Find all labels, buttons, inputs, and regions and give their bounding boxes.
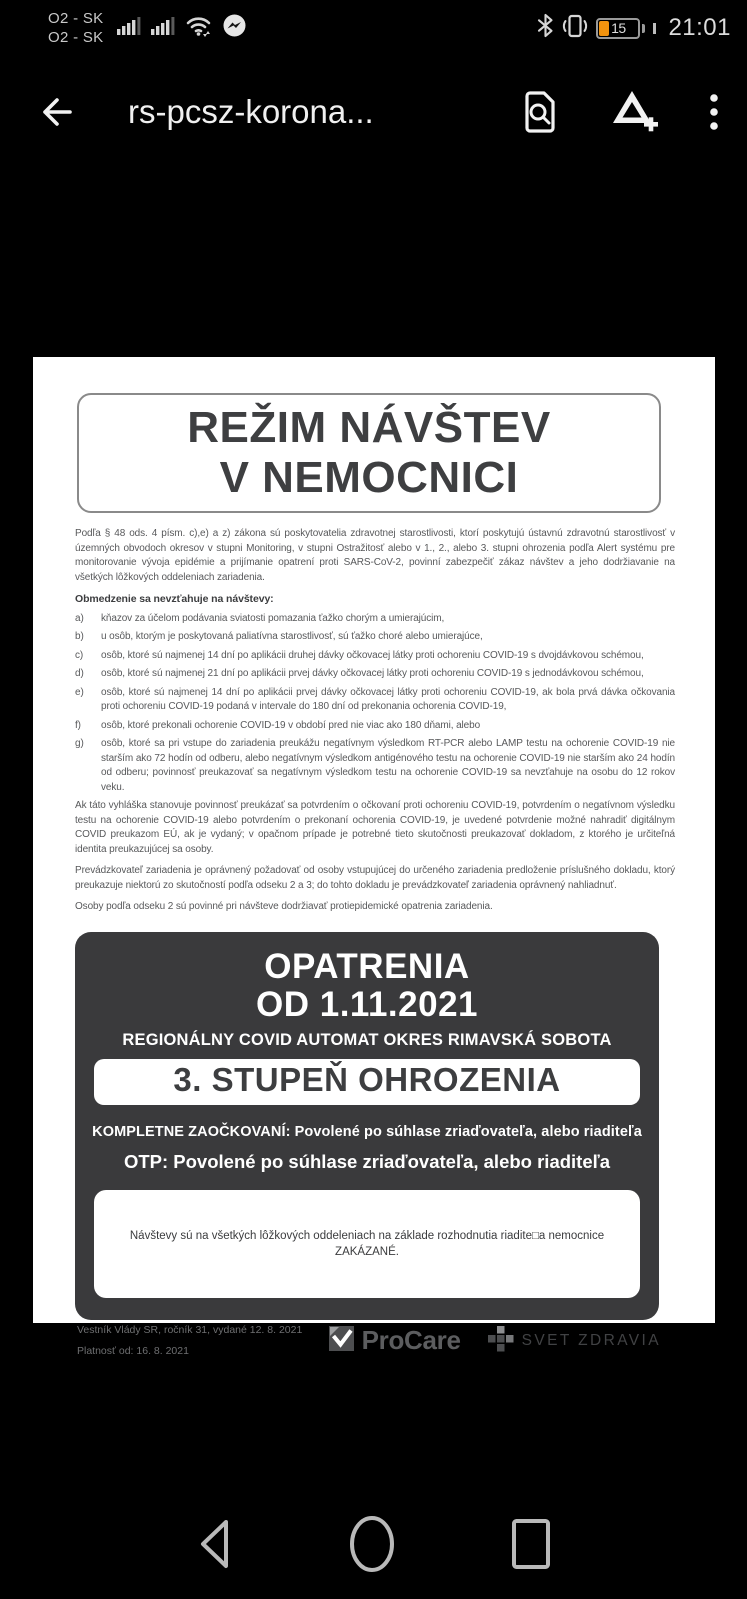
svet-zdravia-logo-text: SVET ZDRAVIA <box>521 1331 661 1349</box>
notice-text-line1: Návštevy sú na všetkých lôžkových oddeleniach na základe rozhodnutia riadite□a nemocnice <box>129 1229 605 1242</box>
procare-logo-text: ProCare <box>361 1325 461 1355</box>
pdf-page[interactable] <box>33 357 715 1357</box>
nav-recents-button[interactable] <box>509 1517 553 1571</box>
measures-panel <box>75 932 659 1320</box>
battery-percent: 15 <box>611 20 626 36</box>
nav-home-button[interactable] <box>347 1513 397 1575</box>
overflow-menu-button[interactable] <box>709 93 719 131</box>
otp-rule: OTP: Povolené po súhlase zriaďovateľa, alebo riaditeľa <box>123 1150 611 1172</box>
threat-level-banner: 3. STUPEŇ OHROZENIA <box>94 1059 640 1105</box>
paragraph-replacement: Ak táto vyhláška stanovuje povinnosť preukázať sa potvrdením o očkovaní proti ochoreniu COVID-19, potvrdením o negatívnom výsledku testu na ochorenie COVID-19 alebo potvrdením o prekonaní ochorenia COVID-19, je uvedené potvrdenie možné nahradiť digitálnym COVID preukazom EÚ, ak je vydaný; v opačnom prípade je potrebné tieto skutočnosti preukazovať dokladom, z ktorého je určiteľná identita preukazujúcej sa osoby. <box>75 800 675 855</box>
nav-back-button[interactable] <box>195 1517 235 1571</box>
list-item-g: g) osôb, ktoré sa pri vstupe do zariadenia preukážu negatívnym výsledkom RT-PCR alebo LAMP testu na ochorenie COVID-19 nie starším ako 72 hodín od odberu, alebo negatívnym výsledkom antigénového testu na ochorenie COVID-19 nie starším ako 24 hodín od odberu; povinnosť preukazovať sa negatívnym výsledkom testu na ochorenie COVID-19 sa nevzťahuje na osobu do 12 rokov veku. <box>75 738 675 793</box>
carrier-labels <box>48 9 103 47</box>
list-item-e: e) osôb, ktoré sú najmenej 14 dní po aplikácii prvej dávky očkovacej látky proti ochoreniu COVID-19, ak bola prvá dávka očkovania proti ochoreniu COVID-19 podaná v intervale do 180 dní od prekonania ochorenia COVID-19, <box>75 686 675 712</box>
procare-logo-icon <box>329 1326 354 1356</box>
footer-source-line: Vestník Vlády SR, ročník 31, vydané 12. 8. 2021 <box>77 1323 303 1336</box>
visit-ban-notice <box>94 1190 640 1298</box>
document-heading-box <box>77 393 661 513</box>
list-item-f: f) osôb, ktoré prekonali ochorenie COVID-19 v období pred nie viac ako 180 dňami, alebo <box>75 719 481 731</box>
measures-title-line2: OD 1.11.2021 <box>256 984 478 1024</box>
svet-zdravia-logo-icon <box>487 1325 514 1357</box>
notice-text-line2: ZAKÁZANÉ. <box>335 1245 399 1258</box>
footer-validity-line: Platnosť od: 16. 8. 2021 <box>77 1344 189 1357</box>
document-footer <box>75 1320 675 1366</box>
carrier-sim2: O2 - SK <box>48 29 104 46</box>
find-in-document-button[interactable] <box>519 89 561 135</box>
paragraph-operator: Prevádzkovateľ zariadenia je oprávnený požadovať od osoby vstupujúcej do určeného zariadenia predloženie príslušného dokladu, ktorý preukazuje niektorú zo skutočností podľa odseku 2 a 3; do tohto dokladu je prevádzkovateľ zariadenia oprávnený nahliadnuť. <box>75 865 675 891</box>
battery-nub <box>642 24 645 33</box>
measures-title-line1: OPATRENIA <box>264 946 470 986</box>
list-item-c: c) osôb, ktoré sú najmenej 14 dní po aplikácii druhej dávky očkovacej látky proti ochoreniu COVID-19 s dvojdávkovou schémou, <box>75 649 644 661</box>
add-to-drive-button[interactable] <box>611 89 659 135</box>
intro-paragraph: Podľa § 48 ods. 4 písm. c),e) a z) zákona sú poskytovatelia zdravotnej starostlivosti, ktorí poskytujú ústavnú zdravotnú starostlivosť v územných obvodoch okresov v stupni Monitoring, v stupni Ostražitosť alebo v 1., 2., alebo 3. stupni ohrozenia podľa Alert systému pre monitorovanie vývoja epidémie a prijímanie opatrení proti SARS-CoV-2, povinní zabezpečiť zákaz návštev a jeho dodržiavanie na všetkých lôžkových oddeleniach zariadenia. <box>75 528 675 583</box>
android-nav-bar <box>0 1489 747 1599</box>
status-bar <box>0 0 747 56</box>
vaccinated-rule: KOMPLETNE ZAOČKOVANÍ: Povolené po súhlase zriaďovateľa, alebo riaditeľa <box>92 1123 642 1140</box>
carrier-sim1: O2 - SK <box>48 10 104 27</box>
wifi-icon <box>185 13 213 44</box>
list-item-a: a) kňazov za účelom podávania sviatosti pomazania ťažko chorým a umierajúcim, <box>75 612 445 624</box>
heading-line1: REŽIM NÁVŠTEV <box>187 403 551 452</box>
signal-strength-icon-sim2 <box>151 14 176 43</box>
svet-zdravia-logo <box>487 1325 661 1357</box>
vibrate-mode-icon <box>561 13 589 44</box>
back-button[interactable] <box>34 91 76 133</box>
document-title: rs-pcsz-korona... <box>128 93 374 130</box>
signal-strength-icon-sim1 <box>117 14 142 43</box>
list-item-d: d) osôb, ktoré sú najmenej 21 dní po aplikácii prvej dávky očkovacej látky proti ochoreniu COVID-19 s jednodávkovou schémou, <box>75 668 644 679</box>
heading-line2: V NEMOCNICI <box>219 453 519 502</box>
app-toolbar <box>0 64 747 160</box>
clock: 21:01 <box>668 14 731 41</box>
messenger-icon <box>222 13 247 43</box>
measures-subtitle: REGIONÁLNY COVID AUTOMAT OKRES RIMAVSKÁ SOBOTA <box>122 1030 612 1049</box>
battery-fill <box>599 21 609 36</box>
exceptions-heading: Obmedzenie sa nevzťahuje na návštevy: <box>75 593 274 605</box>
paragraph-visitors: Osoby podľa odseku 2 sú povinné pri návšteve dodržiavať protiepidemické opatrenia zariadenia. <box>75 901 493 912</box>
procare-logo <box>329 1325 461 1356</box>
list-item-b: b) u osôb, ktorým je poskytovaná paliatívna starostlivosť, sú ťažko choré alebo umierajúce, <box>75 631 483 642</box>
status-divider <box>653 23 656 34</box>
battery-icon <box>596 18 640 39</box>
bluetooth-icon <box>537 13 554 43</box>
